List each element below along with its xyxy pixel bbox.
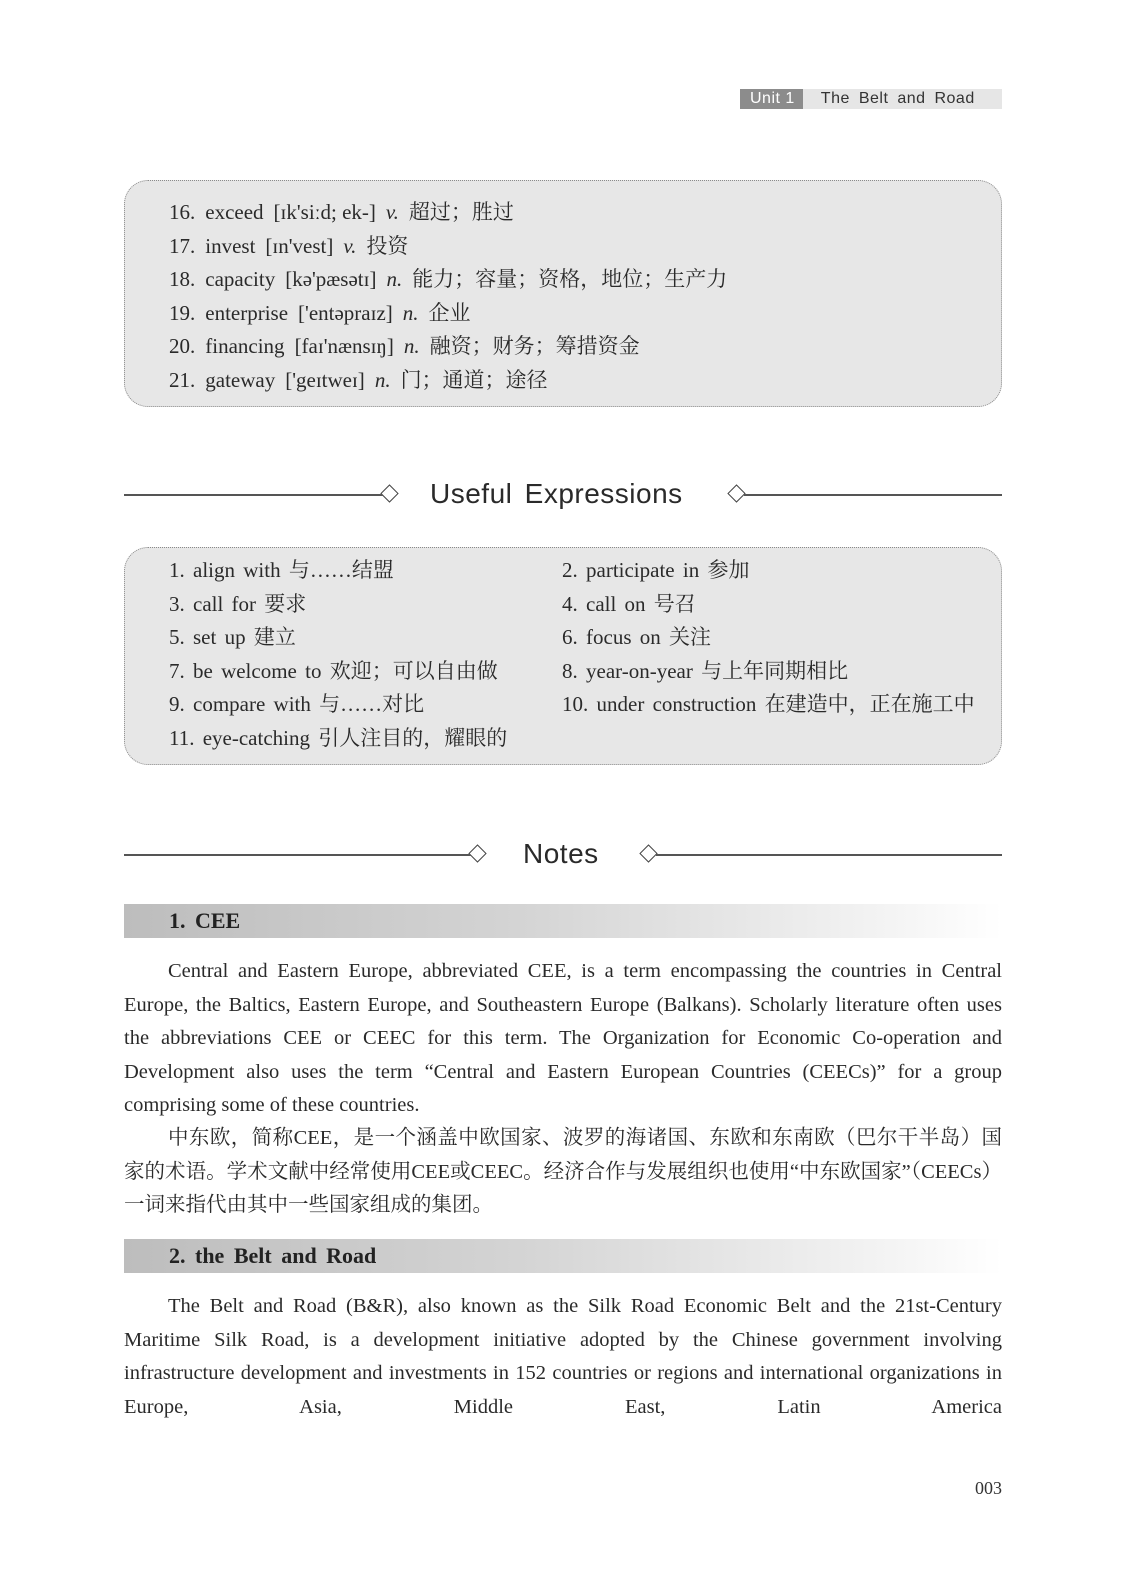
useful-expressions-box xyxy=(124,547,1002,765)
useful-expressions-divider xyxy=(124,474,1002,514)
expression-item: 9. compare with 与……对比 xyxy=(169,692,425,717)
expression-list xyxy=(169,554,1001,756)
diamond-icon xyxy=(639,844,657,862)
notes-divider xyxy=(124,834,1002,874)
divider-rule-right xyxy=(744,494,1002,496)
note-title-bar xyxy=(124,904,1002,938)
diamond-icon xyxy=(727,484,745,502)
vocab-item: 20. financing [faɪ'nænsɪŋ] n. 融资；财务；筹措资金 xyxy=(169,334,640,359)
expression-item: 5. set up 建立 xyxy=(169,625,296,650)
diamond-icon xyxy=(468,844,486,862)
note-paragraph-english: The Belt and Road (B&R), also known as the Silk Road Economic Belt and the 21st-Century Maritime Silk Road, is a development initiative adopted by the Chinese government involving infrastructure development and investments in 152 countries or regions and international organizations in Europe, Asia, Middle East, Latin America xyxy=(124,1295,1002,1418)
expression-item: 7. be welcome to 欢迎；可以自由做 xyxy=(169,658,498,683)
note-title: 1. CEE xyxy=(169,908,241,933)
vocab-item: 21. gateway ['geɪtweɪ] n. 门；通道；途径 xyxy=(169,367,548,392)
expression-item: 3. call for 要求 xyxy=(169,591,307,616)
note-title: 2. the Belt and Road xyxy=(169,1243,377,1268)
note-paragraph-english: Central and Eastern Europe, abbreviated CEE, is a term encompassing the countries in Central Europe, the Baltics, Eastern Europe, and Southeastern Europe (Balkans). Scholarly literature often uses the abbreviations CEE or CEEC for this term. The Organization for Economic Co-operation and Development also uses the term “Central and Eastern European Countries (CEECs)” for a group comprising some of these countries. xyxy=(124,960,1002,1116)
diamond-icon xyxy=(380,484,398,502)
divider-rule-left xyxy=(124,494,384,496)
expression-item: 4. call on 号召 xyxy=(562,591,696,616)
note-paragraph-chinese: 中东欧，简称CEE，是一个涵盖中欧国家、波罗的海诸国、东欧和东南欧（巴尔干半岛）国家的术语。学术文献中经常使用CEE或CEEC。经济合作与发展组织也使用“中东欧国家”（CEECs）一词来指代由其中一些国家组成的集团。 xyxy=(124,1127,1002,1216)
expression-item: 8. year-on-year 与上年同期相比 xyxy=(562,658,849,683)
vocabulary-box xyxy=(124,180,1002,407)
expression-item: 1. align with 与……结盟 xyxy=(169,558,394,582)
expression-item: 11. eye-catching 引人注目的，耀眼的 xyxy=(169,725,508,750)
expression-item: 6. focus on 关注 xyxy=(562,625,711,650)
unit-label: Unit 1 xyxy=(740,89,803,109)
vocab-item: 19. enterprise ['entəpraɪz] n. 企业 xyxy=(169,300,471,325)
divider-rule-right xyxy=(656,854,1002,856)
vocab-item: 18. capacity [kə'pæsətɪ] n. 能力；容量；资格，地位；生产力 xyxy=(169,267,728,292)
running-header xyxy=(740,89,1002,109)
expression-item: 2. participate in 参加 xyxy=(562,558,750,582)
page-number: 003 xyxy=(975,1478,1002,1498)
section-heading: Useful Expressions xyxy=(430,478,683,509)
note-title-bar xyxy=(124,1239,1002,1273)
vocab-item: 17. invest [ɪn'vest] v. 投资 xyxy=(169,233,409,258)
divider-rule-left xyxy=(124,854,472,856)
vocab-item: 16. exceed [ɪk'siːd; ek-] v. 超过；胜过 xyxy=(169,200,514,224)
section-heading: Notes xyxy=(523,838,599,869)
unit-title: The Belt and Road xyxy=(820,90,975,107)
expression-item: 10. under construction 在建造中，正在施工中 xyxy=(562,692,975,717)
